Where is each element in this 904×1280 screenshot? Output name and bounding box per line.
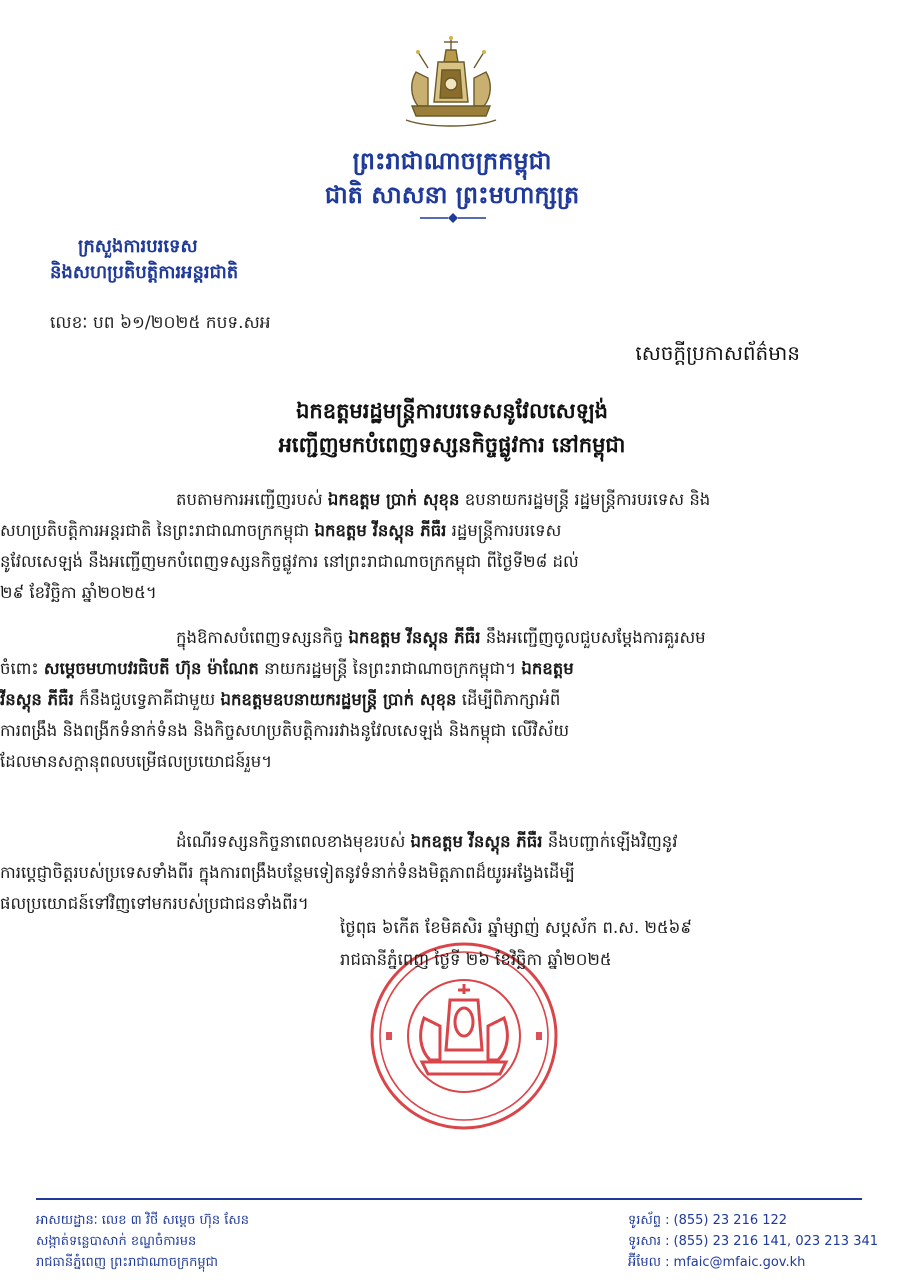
footer-divider [36,1198,862,1200]
footer-address-row-1 [36,1210,249,1231]
p3-line-2: ការប្តេជ្ញាចិត្តរបស់ប្រទេសទាំងពីរ ក្នុងការពង្រឹងបន្ថែមទៀតនូវទំនាក់ទំនងមិត្តភាពដ៏យូរអង្វែងដើម្បី [0,863,575,882]
reference-number: លេខៈ បព ៦១/២០២៥ កបទ.សអ [50,313,271,333]
p2-text-a: ក្នុងឱកាសបំពេញទស្សនកិច្ច [176,628,349,647]
p3-bold-name-1: ឯកឧត្តម វីនស្តុន ភីធឺរ [410,832,543,851]
p2-line-2 [0,653,798,684]
royal-coat-of-arms-emblem [398,32,504,136]
paragraph-3 [0,826,798,919]
p1-bold-name-2: ឯកឧត្តម វីនស្តុន ភីធឺរ [314,521,447,540]
p2-line-4: ការពង្រឹង និងពង្រីកទំនាក់ទំនង និងកិច្ចសហប្រតិបត្តិការរវាងនូវែលសេឡង់ និងកម្ពុជា លើវិស័យ [0,721,570,740]
p2-bold-name-4: វីនស្តុន ភីធឺរ [0,690,74,709]
p3-text-a: ដំណើរទស្សនកិច្ចនាពេលខាងមុខរបស់ [176,832,411,851]
ornament-divider-icon [418,212,488,224]
address-line-2: សង្កាត់ទន្លេបាសាក់ ខណ្ឌចំការមន [36,1234,197,1249]
phone-row [628,1210,878,1231]
p1-bold-name-1: ឯកឧត្តម ប្រាក់ សុខុន [327,490,460,509]
p1-line-3: នូវែលសេឡង់ នឹងអញ្ជើញមកបំពេញទស្សនកិច្ចផ្លូវការ នៅព្រះរាជាណាចក្រកម្ពុជា ពីថ្ងៃទី២៨ ដល់ [0,552,579,571]
p2-text-g: ដើម្បីពិភាក្សាអំពី [456,690,561,709]
p2-bold-name-5: ឯកឧត្តមឧបនាយករដ្ឋមន្ត្រី ប្រាក់ សុខុន [220,690,457,709]
paragraph-1 [0,484,798,608]
fax-value: (855) 23 216 141, 023 213 341 [673,1234,879,1249]
email-value: mfaic@mfaic.gov.kh [673,1255,806,1270]
phone-value: (855) 23 216 122 [673,1213,788,1228]
email-label: អ៊ីមែល : [628,1255,670,1270]
p1-text-e: រដ្ឋមន្ត្រីការបរទេស [446,521,562,540]
p2-bold-name-3: ឯកឧត្តម [521,659,574,678]
address-label: អាសយដ្ឋានៈ [36,1213,98,1228]
p2-text-d: ចំពោះ [0,659,44,678]
phone-label: ទូរស័ព្ទ : [628,1213,670,1228]
p1-text-c: ឧបនាយករដ្ឋមន្ត្រី រដ្ឋមន្ត្រីការបរទេស និង [459,490,711,509]
p2-line-3 [0,684,798,715]
ministry-name-line1: ក្រសួងការបរទេស [78,236,198,257]
p1-line-4: ២៩ ខែវិច្ឆិកា ឆ្នាំ២០២៥។ [0,583,157,602]
p2-bold-name-2: សម្តេចមហាបវរធិបតី ហ៊ុន ម៉ាណែត [43,659,259,678]
p3-text-c: នឹងបញ្ជាក់ឡើងវិញនូវ [542,832,678,851]
p2-text-e: នាយករដ្ឋមន្ត្រី នៃព្រះរាជាណាចក្រកម្ពុជា។ [258,659,522,678]
lunar-date-line: ថ្ងៃពុធ ៦កើត ខែមិគសិរ ឆ្នាំម្សាញ់ សប្តស័ក ព.ស. ២៥៦៩ [340,918,692,937]
national-motto: ជាតិ សាសនា ព្រះមហាក្សត្រ [324,180,580,209]
fax-row [628,1231,878,1252]
document-type-label: សេចក្តីប្រកាសព័ត៌មាន [635,341,800,365]
headline-line1: ឯកឧត្តមរដ្ឋមន្ត្រីការបរទេសនូវែលសេឡង់ [296,398,608,423]
p2-bold-name-1: ឯកឧត្តម វីនស្តុន ភីធឺរ [348,628,481,647]
kingdom-title: ព្រះរាជាណាចក្រកម្ពុជា [352,146,552,175]
p2-text-c: នឹងអញ្ជើញចូលជួបសម្តែងការគួរសម [480,628,706,647]
headline-line2: អញ្ជើញមកបំពេញទស្សនកិច្ចផ្លូវការ នៅកម្ពុជា [278,432,626,457]
p1-text-a: តបតាមការអញ្ជើញរបស់ [176,490,328,509]
footer-address-block [36,1210,249,1273]
fax-label: ទូរសារ : [628,1234,670,1249]
p1-text-d: សហប្រតិបត្តិការអន្តរជាតិ នៃព្រះរាជាណាចក្រកម្ពុជា [0,521,315,540]
p2-text-f: ក៏នឹងជួបទ្វេភាគីជាមួយ [73,690,221,709]
email-row [628,1252,878,1273]
address-line-1: លេខ ៣ វិថី សម្តេច ហ៊ុន សែន [101,1213,250,1228]
paragraph-2 [0,622,798,777]
p3-line-3: ផលប្រយោជន៍ទៅវិញទៅមករបស់ប្រជាជនទាំងពីរ។ [0,894,309,913]
p2-line-5: ដែលមានសក្តានុពលបម្រើផលប្រយោជន៍រួម។ [0,752,273,771]
solar-date-line: រាជធានីភ្នំពេញ ថ្ងៃទី ២៦ ខែវិច្ឆិកា ឆ្នាំ២០២៥ [340,950,612,969]
p1-line-2 [0,515,798,546]
address-line-3: រាជធានីភ្នំពេញ ព្រះរាជាណាចក្រកម្ពុជា [36,1255,218,1270]
ministry-name-line2: និងសហប្រតិបត្តិការអន្តរជាតិ [50,262,239,283]
footer-contact-block [628,1210,878,1273]
